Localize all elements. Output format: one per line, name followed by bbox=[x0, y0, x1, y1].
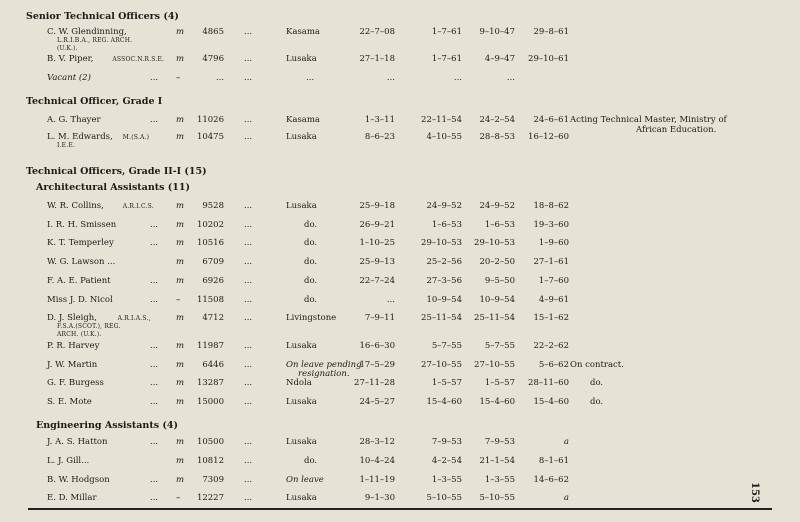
date-appointment: 1–3–55 bbox=[431, 475, 462, 485]
staff-number: 6709 bbox=[202, 257, 224, 267]
date-leave: 8–1–61 bbox=[538, 456, 569, 466]
leader-dots: ... bbox=[244, 360, 253, 370]
officer-name: I. R. H. Smissen bbox=[47, 220, 117, 230]
officer-name: W. R. Collins, bbox=[47, 201, 104, 211]
date-birth: 1–10–25 bbox=[359, 238, 395, 248]
sex-mark: m bbox=[176, 456, 185, 466]
staff-number: 13287 bbox=[196, 378, 224, 388]
date-confirmation: 4–9–47 bbox=[484, 54, 515, 64]
qualifications-line: ARCH. (U.K.). bbox=[57, 331, 102, 338]
station: Lusaka bbox=[286, 493, 317, 503]
station: On leave bbox=[286, 475, 324, 485]
station: Lusaka bbox=[286, 132, 317, 142]
date-leave: 1–7–60 bbox=[538, 276, 569, 286]
staff-number: 4865 bbox=[202, 27, 224, 37]
date-birth: 27–11–28 bbox=[354, 378, 395, 388]
date-appointment: 25–11–54 bbox=[421, 313, 462, 323]
date-birth: 1–11–19 bbox=[359, 475, 395, 485]
date-confirmation: 1–5–57 bbox=[484, 378, 515, 388]
date-birth: 24–5–27 bbox=[359, 397, 395, 407]
date-appointment: 10–9–54 bbox=[426, 295, 462, 305]
officer-name: C. W. Glendinning, bbox=[47, 27, 127, 37]
sex-mark: m bbox=[176, 201, 185, 211]
officer-name: W. G. Lawson ... bbox=[47, 257, 116, 267]
station: Lusaka bbox=[286, 201, 317, 211]
leader-dots: ... bbox=[150, 115, 159, 125]
station: do. bbox=[304, 295, 318, 305]
sex-mark: – bbox=[176, 295, 181, 305]
leader-dots: ... bbox=[150, 437, 159, 447]
sex-mark: m bbox=[176, 220, 185, 230]
subsection-heading: Architectural Assistants (11) bbox=[36, 182, 190, 193]
leader-dots: ... bbox=[150, 276, 159, 286]
date-leave: 15–4–60 bbox=[533, 397, 569, 407]
station: Livingstone bbox=[286, 313, 337, 323]
officer-name: P. R. Harvey bbox=[47, 341, 100, 351]
date-appointment: 22–11–54 bbox=[421, 115, 462, 125]
leader-dots: ... bbox=[244, 54, 253, 64]
staff-number: 10500 bbox=[196, 437, 224, 447]
leader-dots: ... bbox=[150, 378, 159, 388]
leader-dots: ... bbox=[150, 220, 159, 230]
date-appointment: 5–7–55 bbox=[431, 341, 462, 351]
leader-dots: ... bbox=[244, 115, 253, 125]
sex-mark: m bbox=[176, 341, 185, 351]
staff-number: 15000 bbox=[196, 397, 224, 407]
leader-dots: ... bbox=[244, 257, 253, 267]
officer-name: L. J. Gill... bbox=[47, 456, 90, 466]
date-confirmation: 10–9–54 bbox=[479, 295, 515, 305]
staff-number: 7309 bbox=[202, 475, 224, 485]
officer-name: D. J. Sleigh, bbox=[47, 313, 97, 323]
sex-mark: m bbox=[176, 27, 185, 37]
station: do. bbox=[304, 276, 318, 286]
leader-dots: ... bbox=[150, 295, 159, 305]
date-confirmation: 15–4–60 bbox=[479, 397, 515, 407]
date-confirmation: 24–9–52 bbox=[479, 201, 515, 211]
date-leave: 15–1–62 bbox=[533, 313, 569, 323]
leader-dots: ... bbox=[244, 201, 253, 211]
qualifications-line: (U.K.). bbox=[57, 45, 78, 52]
date-appointment: 5–10–55 bbox=[426, 493, 462, 503]
date-confirmation: 21–1–54 bbox=[479, 456, 515, 466]
date-confirmation: 1–6–53 bbox=[484, 220, 515, 230]
station: do. bbox=[304, 257, 318, 267]
remarks: do. bbox=[590, 378, 604, 388]
date-appointment: 1–5–57 bbox=[431, 378, 462, 388]
date-birth: 16–6–30 bbox=[359, 341, 395, 351]
leader-dots: ... bbox=[244, 27, 253, 37]
sex-mark: m bbox=[176, 54, 185, 64]
station-line: resignation. bbox=[298, 369, 350, 379]
date-confirmation: ... bbox=[506, 73, 515, 83]
remarks: On contract. bbox=[570, 360, 624, 370]
date-birth: 25–9–18 bbox=[359, 201, 395, 211]
subsection-heading: Engineering Assistants (4) bbox=[36, 420, 178, 431]
qualifications-line: I.E.E. bbox=[57, 142, 76, 149]
sex-mark: m bbox=[176, 276, 185, 286]
sex-mark: m bbox=[176, 115, 185, 125]
leader-dots: ... bbox=[150, 475, 159, 485]
date-appointment: 27–10–55 bbox=[421, 360, 462, 370]
leader-dots: ... bbox=[244, 238, 253, 248]
date-appointment: 15–4–60 bbox=[426, 397, 462, 407]
date-confirmation: 9–10–47 bbox=[479, 27, 515, 37]
qualifications: M.(S.A.) bbox=[122, 134, 150, 141]
staff-number: 12227 bbox=[196, 493, 224, 503]
officer-name: B. V. Piper, bbox=[47, 54, 94, 64]
date-leave: 4–9–61 bbox=[538, 295, 569, 305]
date-confirmation: 5–7–55 bbox=[484, 341, 515, 351]
date-confirmation: 27–10–55 bbox=[474, 360, 515, 370]
staff-number: 10516 bbox=[196, 238, 224, 248]
date-birth: ... bbox=[386, 295, 395, 305]
staff-number: 4796 bbox=[202, 54, 224, 64]
date-confirmation: 9–5–50 bbox=[484, 276, 515, 286]
sex-mark: m bbox=[176, 238, 185, 248]
leader-dots: ... bbox=[244, 220, 253, 230]
leader-dots: ... bbox=[244, 493, 253, 503]
station: do. bbox=[304, 220, 318, 230]
leader-dots: ... bbox=[244, 397, 253, 407]
date-appointment: 24–9–52 bbox=[426, 201, 462, 211]
date-leave: 19–3–60 bbox=[533, 220, 569, 230]
leader-dots: ... bbox=[244, 73, 253, 83]
sex-mark: m bbox=[176, 257, 185, 267]
date-confirmation: 29–10–53 bbox=[474, 238, 515, 248]
sex-mark: m bbox=[176, 378, 185, 388]
sex-mark: m bbox=[176, 437, 185, 447]
date-birth: 7–9–11 bbox=[364, 313, 395, 323]
station: On leave pending bbox=[286, 360, 362, 370]
staff-number: 11026 bbox=[196, 115, 224, 125]
officer-name: J. W. Martin bbox=[47, 360, 98, 370]
date-appointment: 29–10–53 bbox=[421, 238, 462, 248]
date-leave: 18–8–62 bbox=[533, 201, 569, 211]
leader-dots: ... bbox=[244, 456, 253, 466]
date-leave: 24–6–61 bbox=[533, 115, 569, 125]
officer-name: A. G. Thayer bbox=[47, 115, 101, 125]
date-confirmation: 5–10–55 bbox=[479, 493, 515, 503]
staff-number: 9528 bbox=[202, 201, 224, 211]
sex-mark: m bbox=[176, 475, 185, 485]
officer-name: F. A. E. Patient bbox=[47, 276, 111, 286]
leader-dots: ... bbox=[150, 73, 159, 83]
staff-number: 10202 bbox=[196, 220, 224, 230]
remarks-line: African Education. bbox=[636, 125, 717, 135]
section-heading: Senior Technical Officers (4) bbox=[26, 11, 179, 22]
qualifications: A.R.I.A.S., bbox=[117, 315, 151, 322]
date-leave: 5–6–62 bbox=[538, 360, 569, 370]
qualifications-line: F.S.A.(SCOT.), REG. bbox=[57, 323, 121, 330]
date-birth: 26–9–21 bbox=[359, 220, 395, 230]
date-appointment: ... bbox=[453, 73, 462, 83]
station: Lusaka bbox=[286, 341, 317, 351]
leader-dots: ... bbox=[150, 238, 159, 248]
sex-mark: m bbox=[176, 397, 185, 407]
station: Kasama bbox=[286, 115, 320, 125]
date-appointment: 4–2–54 bbox=[431, 456, 462, 466]
station: do. bbox=[304, 456, 318, 466]
date-leave: 1–9–60 bbox=[538, 238, 569, 248]
date-leave: 29–8–61 bbox=[533, 27, 569, 37]
section-heading: Technical Officer, Grade I bbox=[26, 96, 163, 107]
leader-dots: ... bbox=[244, 132, 253, 142]
date-birth: 22–7–24 bbox=[359, 276, 395, 286]
sex-mark: m bbox=[176, 360, 185, 370]
date-leave: a bbox=[563, 437, 569, 447]
officer-name: Miss J. D. Nicol bbox=[47, 295, 113, 305]
leader-dots: ... bbox=[244, 341, 253, 351]
qualifications-line: L.R.I.B.A., REG. ARCH. bbox=[57, 37, 133, 44]
officer-name: S. E. Mote bbox=[47, 397, 92, 407]
date-confirmation: 24–2–54 bbox=[479, 115, 515, 125]
remarks: Acting Technical Master, Ministry of bbox=[570, 115, 727, 125]
sex-mark: m bbox=[176, 313, 185, 323]
date-confirmation: 20–2–50 bbox=[479, 257, 515, 267]
officer-name: K. T. Temperley bbox=[47, 238, 114, 248]
leader-dots: ... bbox=[244, 313, 253, 323]
leader-dots: ... bbox=[150, 341, 159, 351]
date-birth: 8–6–23 bbox=[364, 132, 395, 142]
date-birth: 10–4–24 bbox=[359, 456, 395, 466]
staff-number: 11987 bbox=[196, 341, 224, 351]
staff-number: 6926 bbox=[202, 276, 224, 286]
date-birth: 25–9–13 bbox=[359, 257, 395, 267]
qualifications: A.R.I.C.S. bbox=[122, 203, 154, 210]
station: Lusaka bbox=[286, 397, 317, 407]
date-leave: 22–2–62 bbox=[533, 341, 569, 351]
station: Ndola bbox=[286, 378, 312, 388]
date-appointment: 27–3–56 bbox=[426, 276, 462, 286]
date-appointment: 4–10–55 bbox=[426, 132, 462, 142]
officer-name: L. M. Edwards, bbox=[47, 132, 113, 142]
staff-number: 10812 bbox=[196, 456, 224, 466]
station: do. bbox=[304, 238, 318, 248]
section-heading: Technical Officers, Grade II-I (15) bbox=[26, 166, 207, 177]
date-leave: 27–1–61 bbox=[533, 257, 569, 267]
leader-dots: ... bbox=[150, 493, 159, 503]
date-birth: ... bbox=[386, 73, 395, 83]
remarks: do. bbox=[590, 397, 604, 407]
staff-number: ... bbox=[215, 73, 224, 83]
date-appointment: 1–7–61 bbox=[431, 27, 462, 37]
station: Kasama bbox=[286, 27, 320, 37]
date-confirmation: 28–8–53 bbox=[479, 132, 515, 142]
date-appointment: 1–6–53 bbox=[431, 220, 462, 230]
bottom-rule bbox=[28, 508, 772, 510]
page-number: 153 bbox=[749, 482, 760, 503]
date-birth: 9–1–30 bbox=[364, 493, 395, 503]
date-confirmation: 7–9–53 bbox=[484, 437, 515, 447]
date-leave: 14–6–62 bbox=[533, 475, 569, 485]
leader-dots: ... bbox=[244, 378, 253, 388]
date-confirmation: 25–11–54 bbox=[474, 313, 515, 323]
officer-name: E. D. Millar bbox=[47, 493, 97, 503]
staff-number: 6446 bbox=[202, 360, 224, 370]
station: Lusaka bbox=[286, 54, 317, 64]
date-confirmation: 1–3–55 bbox=[484, 475, 515, 485]
officer-name: B. W. Hodgson bbox=[47, 475, 110, 485]
station: ... bbox=[306, 73, 315, 83]
officer-name: G. F. Burgess bbox=[47, 378, 104, 388]
qualifications: ASSOC.N.R.S.E. bbox=[112, 56, 165, 63]
staff-number: 4712 bbox=[202, 313, 224, 323]
date-leave: 28–11–60 bbox=[528, 378, 569, 388]
date-appointment: 7–9–53 bbox=[431, 437, 462, 447]
officer-name: Vacant (2) bbox=[47, 73, 91, 83]
leader-dots: ... bbox=[150, 360, 159, 370]
leader-dots: ... bbox=[244, 437, 253, 447]
sex-mark: m bbox=[176, 132, 185, 142]
staff-number: 10475 bbox=[196, 132, 224, 142]
officer-name: J. A. S. Hatton bbox=[47, 437, 108, 447]
leader-dots: ... bbox=[244, 295, 253, 305]
station: Lusaka bbox=[286, 437, 317, 447]
date-appointment: 25–2–56 bbox=[426, 257, 462, 267]
date-birth: 27–1–18 bbox=[359, 54, 395, 64]
leader-dots: ... bbox=[244, 475, 253, 485]
date-birth: 17–5–29 bbox=[359, 360, 395, 370]
date-leave: 16–12–60 bbox=[528, 132, 569, 142]
date-birth: 22–7–08 bbox=[359, 27, 395, 37]
staff-number: 11508 bbox=[196, 295, 224, 305]
date-leave: a bbox=[563, 493, 569, 503]
sex-mark: – bbox=[176, 493, 181, 503]
date-birth: 1–3–11 bbox=[364, 115, 395, 125]
sex-mark: – bbox=[176, 73, 181, 83]
leader-dots: ... bbox=[150, 397, 159, 407]
date-leave: 29–10–61 bbox=[528, 54, 569, 64]
date-appointment: 1–7–61 bbox=[431, 54, 462, 64]
leader-dots: ... bbox=[244, 276, 253, 286]
date-birth: 28–3–12 bbox=[359, 437, 395, 447]
